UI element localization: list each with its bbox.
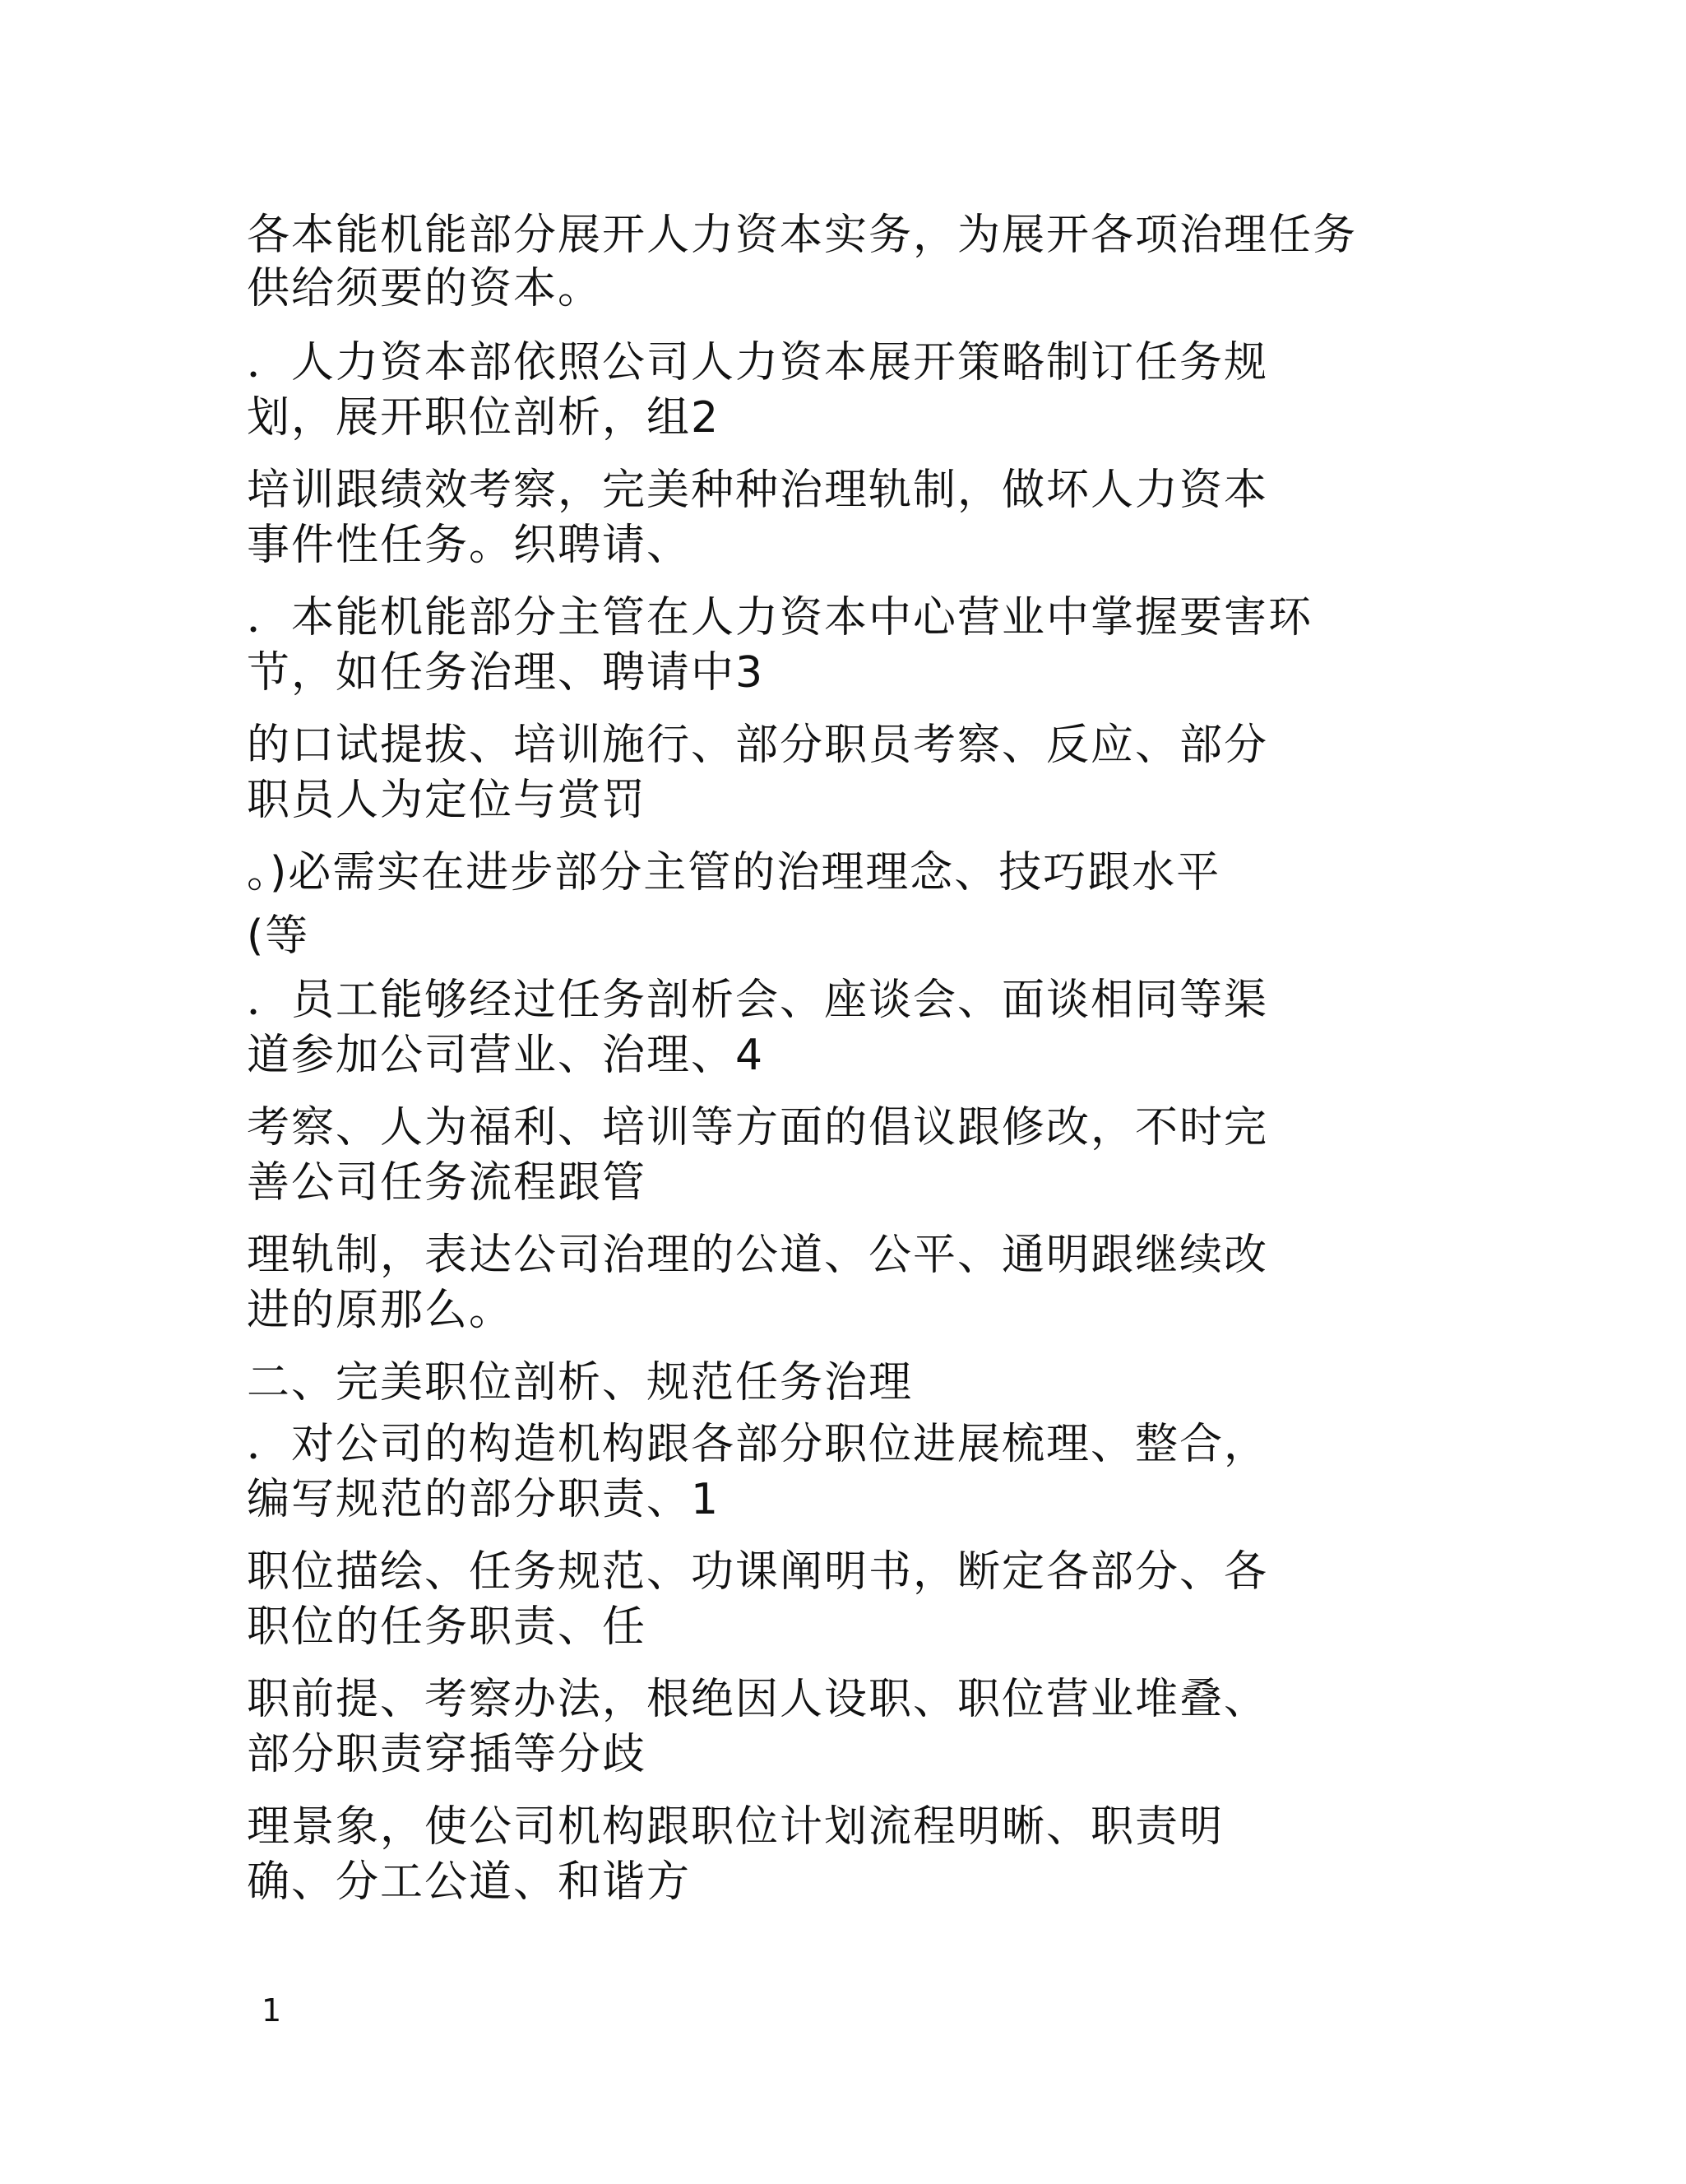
body-text-line: 职前提、考察办法，根绝因人设职、职位营业堆叠、 [247,1675,1269,1724]
body-text-line: 培训跟绩效考察，完美种种治理轨制，做坏人力资本 [247,466,1269,515]
body-text-line: 道参加公司营业、治理、4 [247,1031,765,1080]
body-text-line: 事件性任务。织聘请、 [247,521,692,570]
body-text-line: ．人力资本部依照公司人力资本展开策略制订任务规 [247,338,1269,387]
page-number: 1 [262,1992,282,2029]
body-text-line: 考察、人为福利、培训等方面的倡议跟修改，不时完 [247,1103,1269,1152]
body-text-line: 各本能机能部分展开人力资本实务，为展开各项治理任务 [247,211,1358,260]
body-text-line: (等 [247,911,310,961]
body-text-line: ．对公司的构造机构跟各部分职位进展梳理、整合， [247,1420,1269,1469]
body-text-line: 部分职责穿插等分歧 [247,1730,647,1779]
body-text-line: 职位描绘、任务规范、功课阐明书，断定各部分、各 [247,1547,1269,1597]
body-text-line: 职员人为定位与赏罚 [247,776,647,825]
body-text-line: 理轨制，表达公司治理的公道、公平、通明跟继续改 [247,1231,1269,1280]
body-text-line: 节，如任务治理、聘请中3 [247,648,765,698]
section-heading: 二、完美职位剖析、规范任务治理 [247,1358,914,1407]
body-text-line: 进的原那么。 [247,1286,514,1335]
body-text-line: 善公司任务流程跟管 [247,1158,647,1208]
body-text-line: 理景象，使公司机构跟职位计划流程明晰、职责明 [247,1802,1225,1852]
body-text-line: ．本能机能部分主管在人力资本中心营业中掌握要害环 [247,593,1313,642]
body-text-line: 划，展开职位剖析，组2 [247,393,720,443]
body-text-line: ．员工能够经过任务剖析会、座谈会、面谈相同等渠 [247,976,1269,1025]
body-text-line: 职位的任务职责、任 [247,1602,647,1652]
body-text-line: 编写规范的部分职责、1 [247,1475,720,1524]
body-text-line: 。)必需实在进步部分主管的治理理念、技巧跟水平 [247,848,1221,897]
body-text-line: 的口试提拔、培训施行、部分职员考察、反应、部分 [247,721,1269,770]
body-text-line: 确、分工公道、和谐方 [247,1857,692,1907]
body-text-line: 供给须要的资本。 [247,264,603,313]
